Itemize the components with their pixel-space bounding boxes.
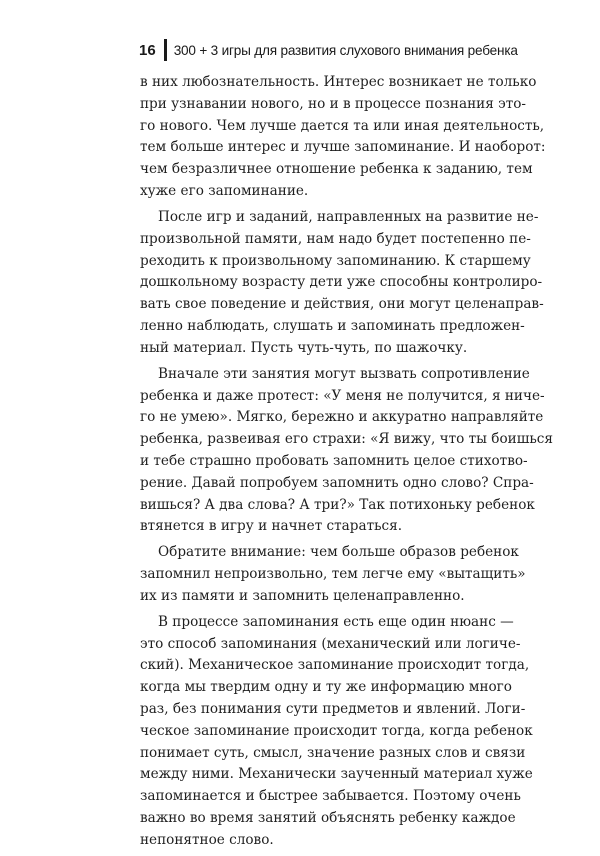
text-line: важно во время занятий объяснять ребенку каждое [140,810,516,827]
header-divider [164,39,167,61]
paragraph [140,72,546,203]
text-line: это способ запоминания (механический или логиче- [140,635,521,652]
text-line: при узнавании нового, но и в процессе познания это- [140,95,527,112]
paragraph [140,207,544,360]
text-line: понимает суть, смысл, значение разных слов и связи [140,744,526,761]
text-line: запоминается и быстрее забывается. Поэтому очень [140,788,521,805]
page-number: 16 [139,41,156,59]
text-line: дошкольному возрасту дети уже способны контролиро- [140,274,543,291]
paragraph [140,542,526,607]
text-line: го не умею». Мягко, бережно и аккуратно направляйте [140,409,544,426]
text-line: их из памяти и запомнить целенаправленно. [140,587,465,604]
text-line: ный материал. Пусть чуть-чуть, по шажочку. [140,339,468,356]
text-line: Вначале эти занятия могут вызвать сопротивление [158,365,530,382]
running-header [139,38,518,62]
text-line: непонятное слово. [140,831,274,848]
text-line: между ними. Механически заученный материал хуже [140,766,533,783]
text-line: хуже его запоминание. [140,182,309,199]
text-line: ребенка и даже протест: «У меня не получится, я ниче- [140,387,545,404]
text-line: реходить к произвольному запоминанию. К старшему [140,252,531,269]
text-line: После игр и заданий, направленных на развитие не- [158,208,539,225]
text-line: ребенка, развеивая его страхи: «Я вижу, что ты боишься [140,431,553,448]
text-line: рение. Давай попробуем запомнить одно слово? Спра- [140,474,534,491]
text-line: ский). Механическое запоминание происходит тогда, [140,657,530,674]
text-line: го нового. Чем лучше дается та или иная деятельность, [140,117,545,134]
text-line: запомнил непроизвольно, тем легче ему «вытащить» [140,566,526,583]
text-line: в них любознательность. Интерес возникает не только [140,74,537,90]
paragraph [140,364,553,538]
paragraph [140,612,533,852]
text-line: произвольной памяти, нам надо будет постепенно пе- [140,230,531,247]
text-line: тем больше интерес и лучше запоминание. И наоборот: [140,139,546,156]
text-line: чем безразличнее отношение ребенка к заданию, тем [140,161,533,178]
text-line: раз, без понимания сути предметов и явлений. Логи- [140,701,526,718]
text-line: когда мы твердим одну и ту же информацию много [140,679,512,696]
text-line: Обратите внимание: чем больше образов ребенок [158,544,519,561]
body-text [140,72,553,856]
text-line: ческое запоминание происходит тогда, когда ребенок [140,722,533,739]
text-line: и тебе страшно пробовать запомнить целое стихотво- [140,452,528,469]
running-title: 300 + 3 игры для развития слухового внимания ребенка [173,42,518,58]
text-line: ленно наблюдать, слушать и запоминать предложен- [140,317,525,334]
text-line: вишься? А два слова? А три?» Так потихоньку ребенок [140,496,535,513]
text-line: В процессе запоминания есть еще один нюанс — [158,613,514,630]
text-line: втянется в игру и начнет стараться. [140,518,403,535]
text-line: вать свое поведение и действия, они могут целенаправ- [140,296,544,313]
